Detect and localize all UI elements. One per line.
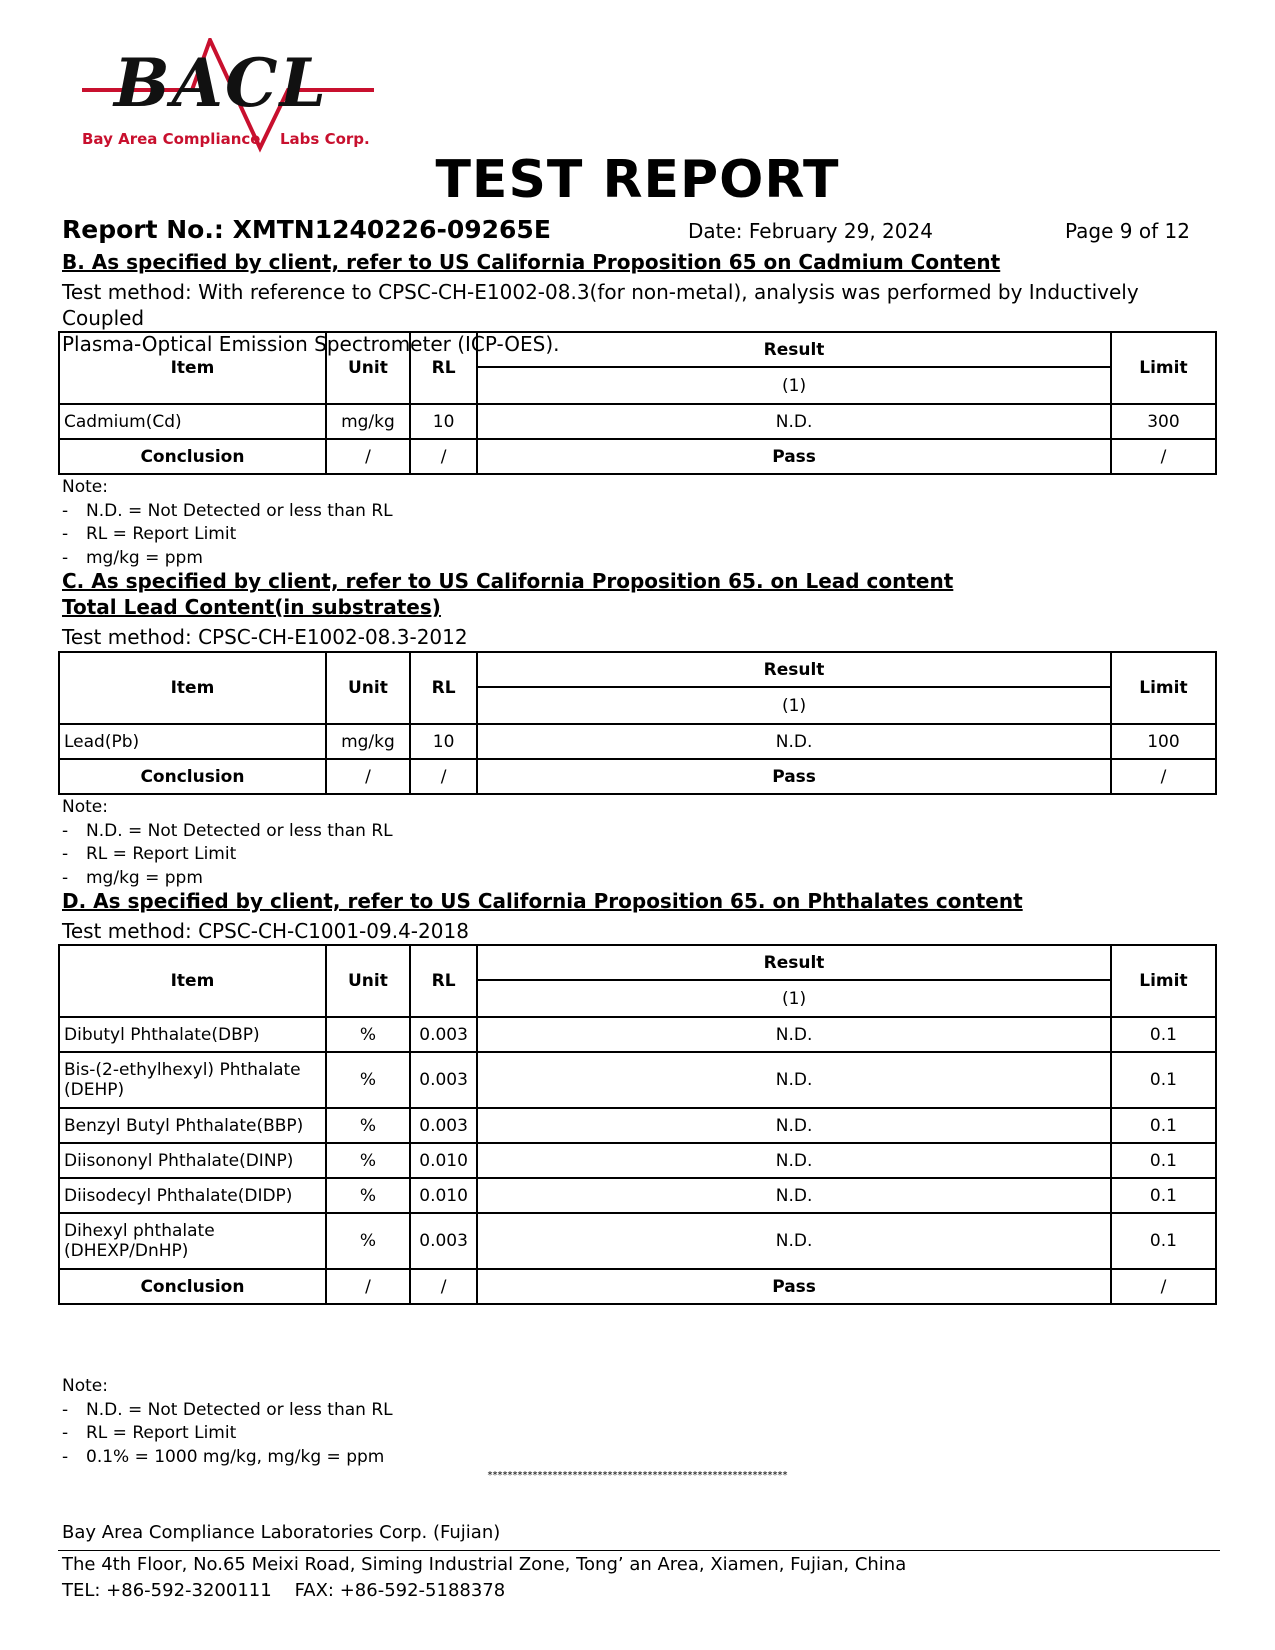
- logo-tagline-right: Labs Corp.: [280, 130, 370, 148]
- cell-limit: 0.1: [1111, 1052, 1216, 1108]
- cell-limit: 0.1: [1111, 1017, 1216, 1052]
- note-item: - mg/kg = ppm: [62, 547, 203, 568]
- footer-contact: [62, 1578, 505, 1603]
- cell-item: Diisononyl Phthalate(DINP): [59, 1143, 326, 1178]
- cell-unit: %: [326, 1052, 410, 1108]
- report-number: [62, 215, 551, 244]
- footer-divider: [58, 1550, 1220, 1551]
- col-header-result-sub: (1): [477, 980, 1111, 1017]
- note-heading: Note:: [62, 477, 108, 497]
- cell-result: N.D.: [477, 1178, 1111, 1213]
- note-heading: Note:: [62, 1376, 108, 1396]
- logo-tagline-left: Bay Area Compliance: [82, 130, 261, 148]
- cell-rl: 10: [410, 404, 477, 439]
- section-b-notes: [62, 476, 393, 570]
- table-row: [59, 1108, 1216, 1143]
- cell-conclusion-result: Pass: [477, 1269, 1111, 1304]
- footer-fax: FAX: +86-592-5188378: [294, 1580, 506, 1601]
- conclusion-row: [59, 1269, 1216, 1304]
- note-item: - RL = Report Limit: [62, 524, 237, 544]
- cell-item: Benzyl Butyl Phthalate(BBP): [59, 1108, 326, 1143]
- note-item: - N.D. = Not Detected or less than RL: [62, 820, 393, 841]
- col-header-rl: RL: [410, 652, 477, 724]
- col-header-result: Result: [477, 652, 1111, 687]
- cell-item: Lead(Pb): [59, 724, 326, 759]
- cell-result: N.D.: [477, 1017, 1111, 1052]
- cell-unit: %: [326, 1213, 410, 1269]
- col-header-unit: Unit: [326, 945, 410, 1017]
- report-date: Date: February 29, 2024: [688, 219, 933, 243]
- report-number-label: Report No.:: [62, 215, 224, 244]
- cell-unit: %: [326, 1178, 410, 1213]
- col-header-unit: Unit: [326, 332, 410, 404]
- footer-company: Bay Area Compliance Laboratories Corp. (Fujian): [62, 1522, 501, 1543]
- cell-item: Dihexyl phthalate (DHEXP/DnHP): [59, 1213, 326, 1269]
- cell-limit: 0.1: [1111, 1108, 1216, 1143]
- note-item: - 0.1% = 1000 mg/kg, mg/kg = ppm: [62, 1446, 385, 1467]
- footer-tel: TEL: +86-592-3200111: [62, 1580, 272, 1601]
- cell-slash: /: [410, 1269, 477, 1304]
- section-c-title: C. As specified by client, refer to US California Proposition 65. on Lead content: [62, 569, 954, 593]
- note-heading: Note:: [62, 797, 108, 817]
- cell-conclusion-result: Pass: [477, 439, 1111, 474]
- cell-limit: 0.1: [1111, 1143, 1216, 1178]
- end-of-report-marker: ************************************************************: [487, 1470, 788, 1481]
- cell-item: Cadmium(Cd): [59, 404, 326, 439]
- report-number-value: XMTN1240226-09265E: [232, 215, 551, 244]
- col-header-result-sub: (1): [477, 687, 1111, 724]
- page-title: TEST REPORT: [435, 150, 840, 210]
- section-b-method-line2: Plasma-Optical Emission Spectrometer (ICP-OES).: [62, 332, 560, 356]
- section-d-method: Test method: CPSC-CH-C1001-09.4-2018: [62, 919, 469, 943]
- cell-unit: mg/kg: [326, 724, 410, 759]
- cell-rl: 0.003: [410, 1108, 477, 1143]
- table-row: [59, 1052, 1216, 1108]
- col-header-limit: Limit: [1111, 652, 1216, 724]
- section-c-method: Test method: CPSC-CH-E1002-08.3-2012: [62, 625, 468, 649]
- cell-result: N.D.: [477, 1213, 1111, 1269]
- section-d-title: D. As specified by client, refer to US California Proposition 65. on Phthalates content: [62, 889, 1023, 913]
- col-header-result: Result: [477, 945, 1111, 980]
- col-header-unit: Unit: [326, 652, 410, 724]
- cell-conclusion-label: Conclusion: [59, 759, 326, 794]
- table-header-row: [59, 332, 1216, 367]
- cell-slash: /: [1111, 759, 1216, 794]
- section-c-subtitle: Total Lead Content(in substrates): [62, 595, 441, 619]
- col-header-limit: Limit: [1111, 945, 1216, 1017]
- col-header-rl: RL: [410, 945, 477, 1017]
- table-header-row: [59, 945, 1216, 980]
- cell-result: N.D.: [477, 1052, 1111, 1108]
- cell-rl: 0.003: [410, 1017, 477, 1052]
- footer-address: The 4th Floor, No.65 Meixi Road, Siming Industrial Zone, Tong’ an Area, Xiamen, Fujian, China: [62, 1554, 907, 1575]
- cell-slash: /: [410, 439, 477, 474]
- cell-conclusion-label: Conclusion: [59, 1269, 326, 1304]
- cell-unit: %: [326, 1143, 410, 1178]
- section-d-notes: [62, 1375, 393, 1469]
- table-row: [59, 1017, 1216, 1052]
- note-item: - RL = Report Limit: [62, 844, 237, 864]
- section-c-notes: [62, 796, 393, 890]
- cell-rl: 0.003: [410, 1213, 477, 1269]
- conclusion-row: [59, 759, 1216, 794]
- note-item: - N.D. = Not Detected or less than RL: [62, 1399, 393, 1420]
- table-row: [59, 1213, 1216, 1269]
- note-item: - mg/kg = ppm: [62, 867, 203, 888]
- cell-limit: 300: [1111, 404, 1216, 439]
- col-header-item: Item: [59, 652, 326, 724]
- col-header-result: Result: [477, 332, 1111, 367]
- cell-result: N.D.: [477, 1108, 1111, 1143]
- cell-rl: 10: [410, 724, 477, 759]
- cell-rl: 0.010: [410, 1178, 477, 1213]
- cell-unit: mg/kg: [326, 404, 410, 439]
- table-header-row: [59, 652, 1216, 687]
- table-row: [59, 724, 1216, 759]
- cell-item: Diisodecyl Phthalate(DIDP): [59, 1178, 326, 1213]
- cell-conclusion-label: Conclusion: [59, 439, 326, 474]
- cell-item: Dibutyl Phthalate(DBP): [59, 1017, 326, 1052]
- note-item: - N.D. = Not Detected or less than RL: [62, 500, 393, 521]
- col-header-item: Item: [59, 945, 326, 1017]
- cadmium-table: [58, 331, 1217, 475]
- note-item: - RL = Report Limit: [62, 1423, 237, 1443]
- cell-result: N.D.: [477, 404, 1111, 439]
- cell-result: N.D.: [477, 1143, 1111, 1178]
- col-header-item: Item: [59, 332, 326, 404]
- cell-item: Bis-(2-ethylhexyl) Phthalate (DEHP): [59, 1052, 326, 1108]
- cell-unit: %: [326, 1108, 410, 1143]
- col-header-result-sub: (1): [477, 367, 1111, 404]
- table-row: [59, 404, 1216, 439]
- cell-limit: 100: [1111, 724, 1216, 759]
- cell-conclusion-result: Pass: [477, 759, 1111, 794]
- section-b-title: B. As specified by client, refer to US California Proposition 65 on Cadmium Content: [62, 250, 1001, 274]
- cell-slash: /: [326, 1269, 410, 1304]
- cell-rl: 0.010: [410, 1143, 477, 1178]
- conclusion-row: [59, 439, 1216, 474]
- lead-table: [58, 651, 1217, 795]
- cell-slash: /: [1111, 439, 1216, 474]
- cell-unit: %: [326, 1017, 410, 1052]
- bacl-logo: [82, 38, 374, 160]
- table-row: [59, 1178, 1216, 1213]
- cell-result: N.D.: [477, 724, 1111, 759]
- cell-slash: /: [326, 759, 410, 794]
- cell-slash: /: [326, 439, 410, 474]
- cell-limit: 0.1: [1111, 1213, 1216, 1269]
- cell-slash: /: [1111, 1269, 1216, 1304]
- phthalates-table: [58, 944, 1217, 1305]
- cell-rl: 0.003: [410, 1052, 477, 1108]
- section-b-method-line1: Test method: With reference to CPSC-CH-E1002-08.3(for non-metal), analysis was performed by Inductively Coupled: [62, 280, 1139, 330]
- cell-limit: 0.1: [1111, 1178, 1216, 1213]
- table-row: [59, 1143, 1216, 1178]
- logo-text: BACL: [114, 44, 328, 122]
- col-header-limit: Limit: [1111, 332, 1216, 404]
- page-number: Page 9 of 12: [1065, 219, 1190, 243]
- cell-slash: /: [410, 759, 477, 794]
- col-header-rl: RL: [410, 332, 477, 404]
